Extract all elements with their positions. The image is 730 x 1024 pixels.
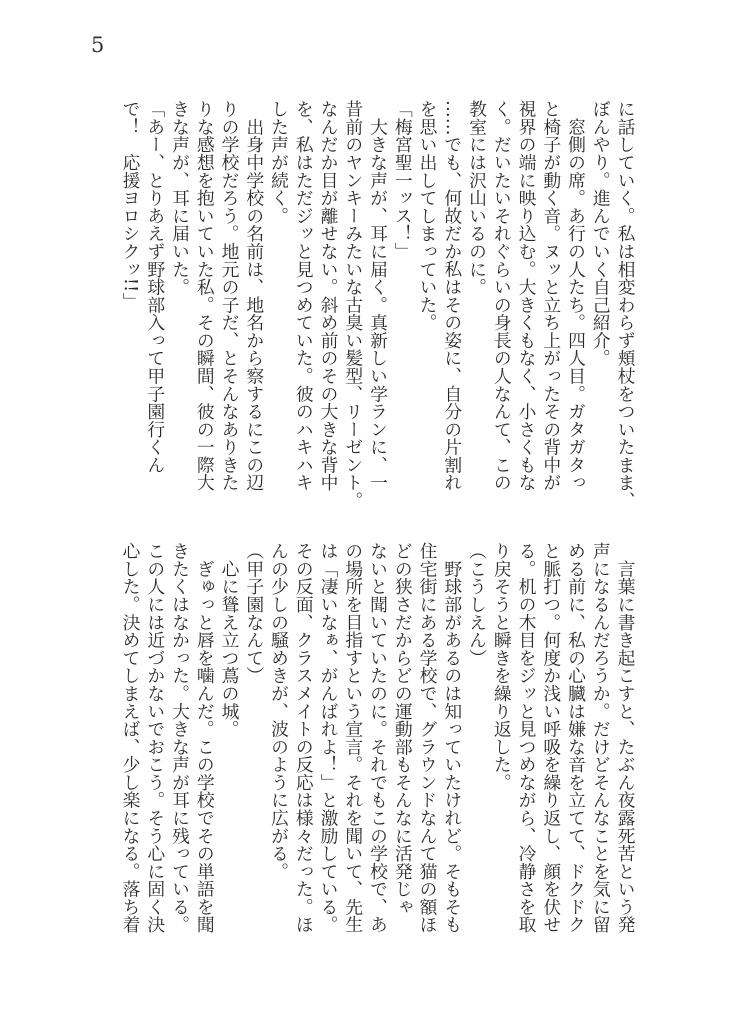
text-line: 窓側の席。あ行の人たち。四人目。ガタガタっ [565, 100, 587, 492]
text-line: りな感想を抱いていた私。その瞬間、彼の一際大 [194, 100, 216, 492]
text-line: 野球部があるのは知っていたけれど。そもそも [441, 542, 463, 934]
text-block-lower [117, 542, 637, 954]
text-line: 言葉に書き起こすと、たぶん夜露死苦という発 [615, 542, 636, 934]
text-line: 「梅宮聖一ッス！」 [392, 100, 414, 261]
text-line: 教室には沢山いるのに。 [466, 100, 488, 296]
text-line: 昔前のヤンキーみたいな古臭い髪型、リーゼント。 [342, 100, 364, 510]
text-line: ぼんやり。進んでいく自己紹介。 [590, 100, 612, 367]
text-line: 「あー、とりあえず野球部入って甲子園行くん [144, 100, 166, 474]
text-line: で！ 応援ヨロシクッ!!」 [120, 100, 141, 310]
text-line: りの学校だろう。地元の子だ、とそんなありきた [219, 100, 240, 492]
text-line: どの狭さだからどの運動部もそんなに活発じゃ [392, 542, 414, 916]
text-line: きたくはなかった。大きな声が耳に残っている。 [169, 542, 191, 934]
text-line: り戻そうと瞬きを繰り返した。 [491, 542, 513, 792]
text-line: の場所を目指すという宣言。それを聞いて、先生 [342, 542, 364, 934]
text-line: と椅子が動く音。ヌッと立ち上がったその背中が [540, 100, 562, 492]
text-line: した声が続く。 [268, 100, 290, 225]
text-line: ないと聞いていたのに。それでもこの学校で、あ [367, 542, 389, 934]
text-line: 心に聳え立つ蔦の城。 [219, 542, 240, 738]
text-line: く。だいたいそれぐらいの身長の人なんて、この [491, 100, 513, 492]
page-number: 5 [91, 33, 105, 57]
text-line: る。机の木目をジッと見つめながら、冷静さを取 [516, 542, 537, 934]
text-line: ……でも、何故だか私はその姿に、自分の片割れ [441, 100, 463, 492]
text-line: に話していく。私は相変わらず頬杖をついたまま、 [615, 100, 636, 510]
text-line: んの少しの騒めきが、波のように広がる。 [268, 542, 290, 881]
text-line: を思い出してしまっていた。 [417, 100, 438, 332]
text-line: と脈打つ。何度か浅い呼吸を繰り返し、顔を伏せ [540, 542, 562, 934]
text-line: 出身中学校の名前は、地名から察するにこの辺 [243, 100, 265, 492]
text-line: を、私はただジッと見つめていた。彼のハキハキ [293, 100, 315, 492]
text-block-upper [117, 100, 637, 512]
text-line: は「凄いなぁ、がんばれよ！」と激励している。 [318, 542, 339, 934]
text-line: 大きな声が、耳に届く。真新しい学ランに、一 [367, 100, 389, 492]
text-line: 心した。決めてしまえば、少し楽になる。落ち着 [120, 542, 141, 934]
text-line: める前に、私の心臓は嫌な音を立てて、ドクドク [565, 542, 587, 934]
text-line: （こうしえん） [466, 542, 488, 667]
text-line: ぎゅっと唇を噛んだ。この学校でその単語を聞 [194, 542, 216, 934]
text-line: なんだか目が離せない。斜め前のその大きな背中 [318, 100, 339, 492]
text-line: この人には近づかないでおこう。そう心に固く決 [144, 542, 166, 934]
text-line: きな声が、耳に届いた。 [169, 100, 191, 296]
text-line: その反面、クラスメイトの反応は様々だった。ほ [293, 542, 315, 934]
text-line: 住宅街にある学校で、グラウンドなんて猫の額ほ [417, 542, 438, 934]
text-line: 視界の端に映り込む。大きくもなく、小さくもな [516, 100, 537, 492]
text-line: 声になるんだろうか。だけどそんなことを気に留 [590, 542, 612, 934]
text-line: （甲子園なんて） [243, 542, 265, 685]
